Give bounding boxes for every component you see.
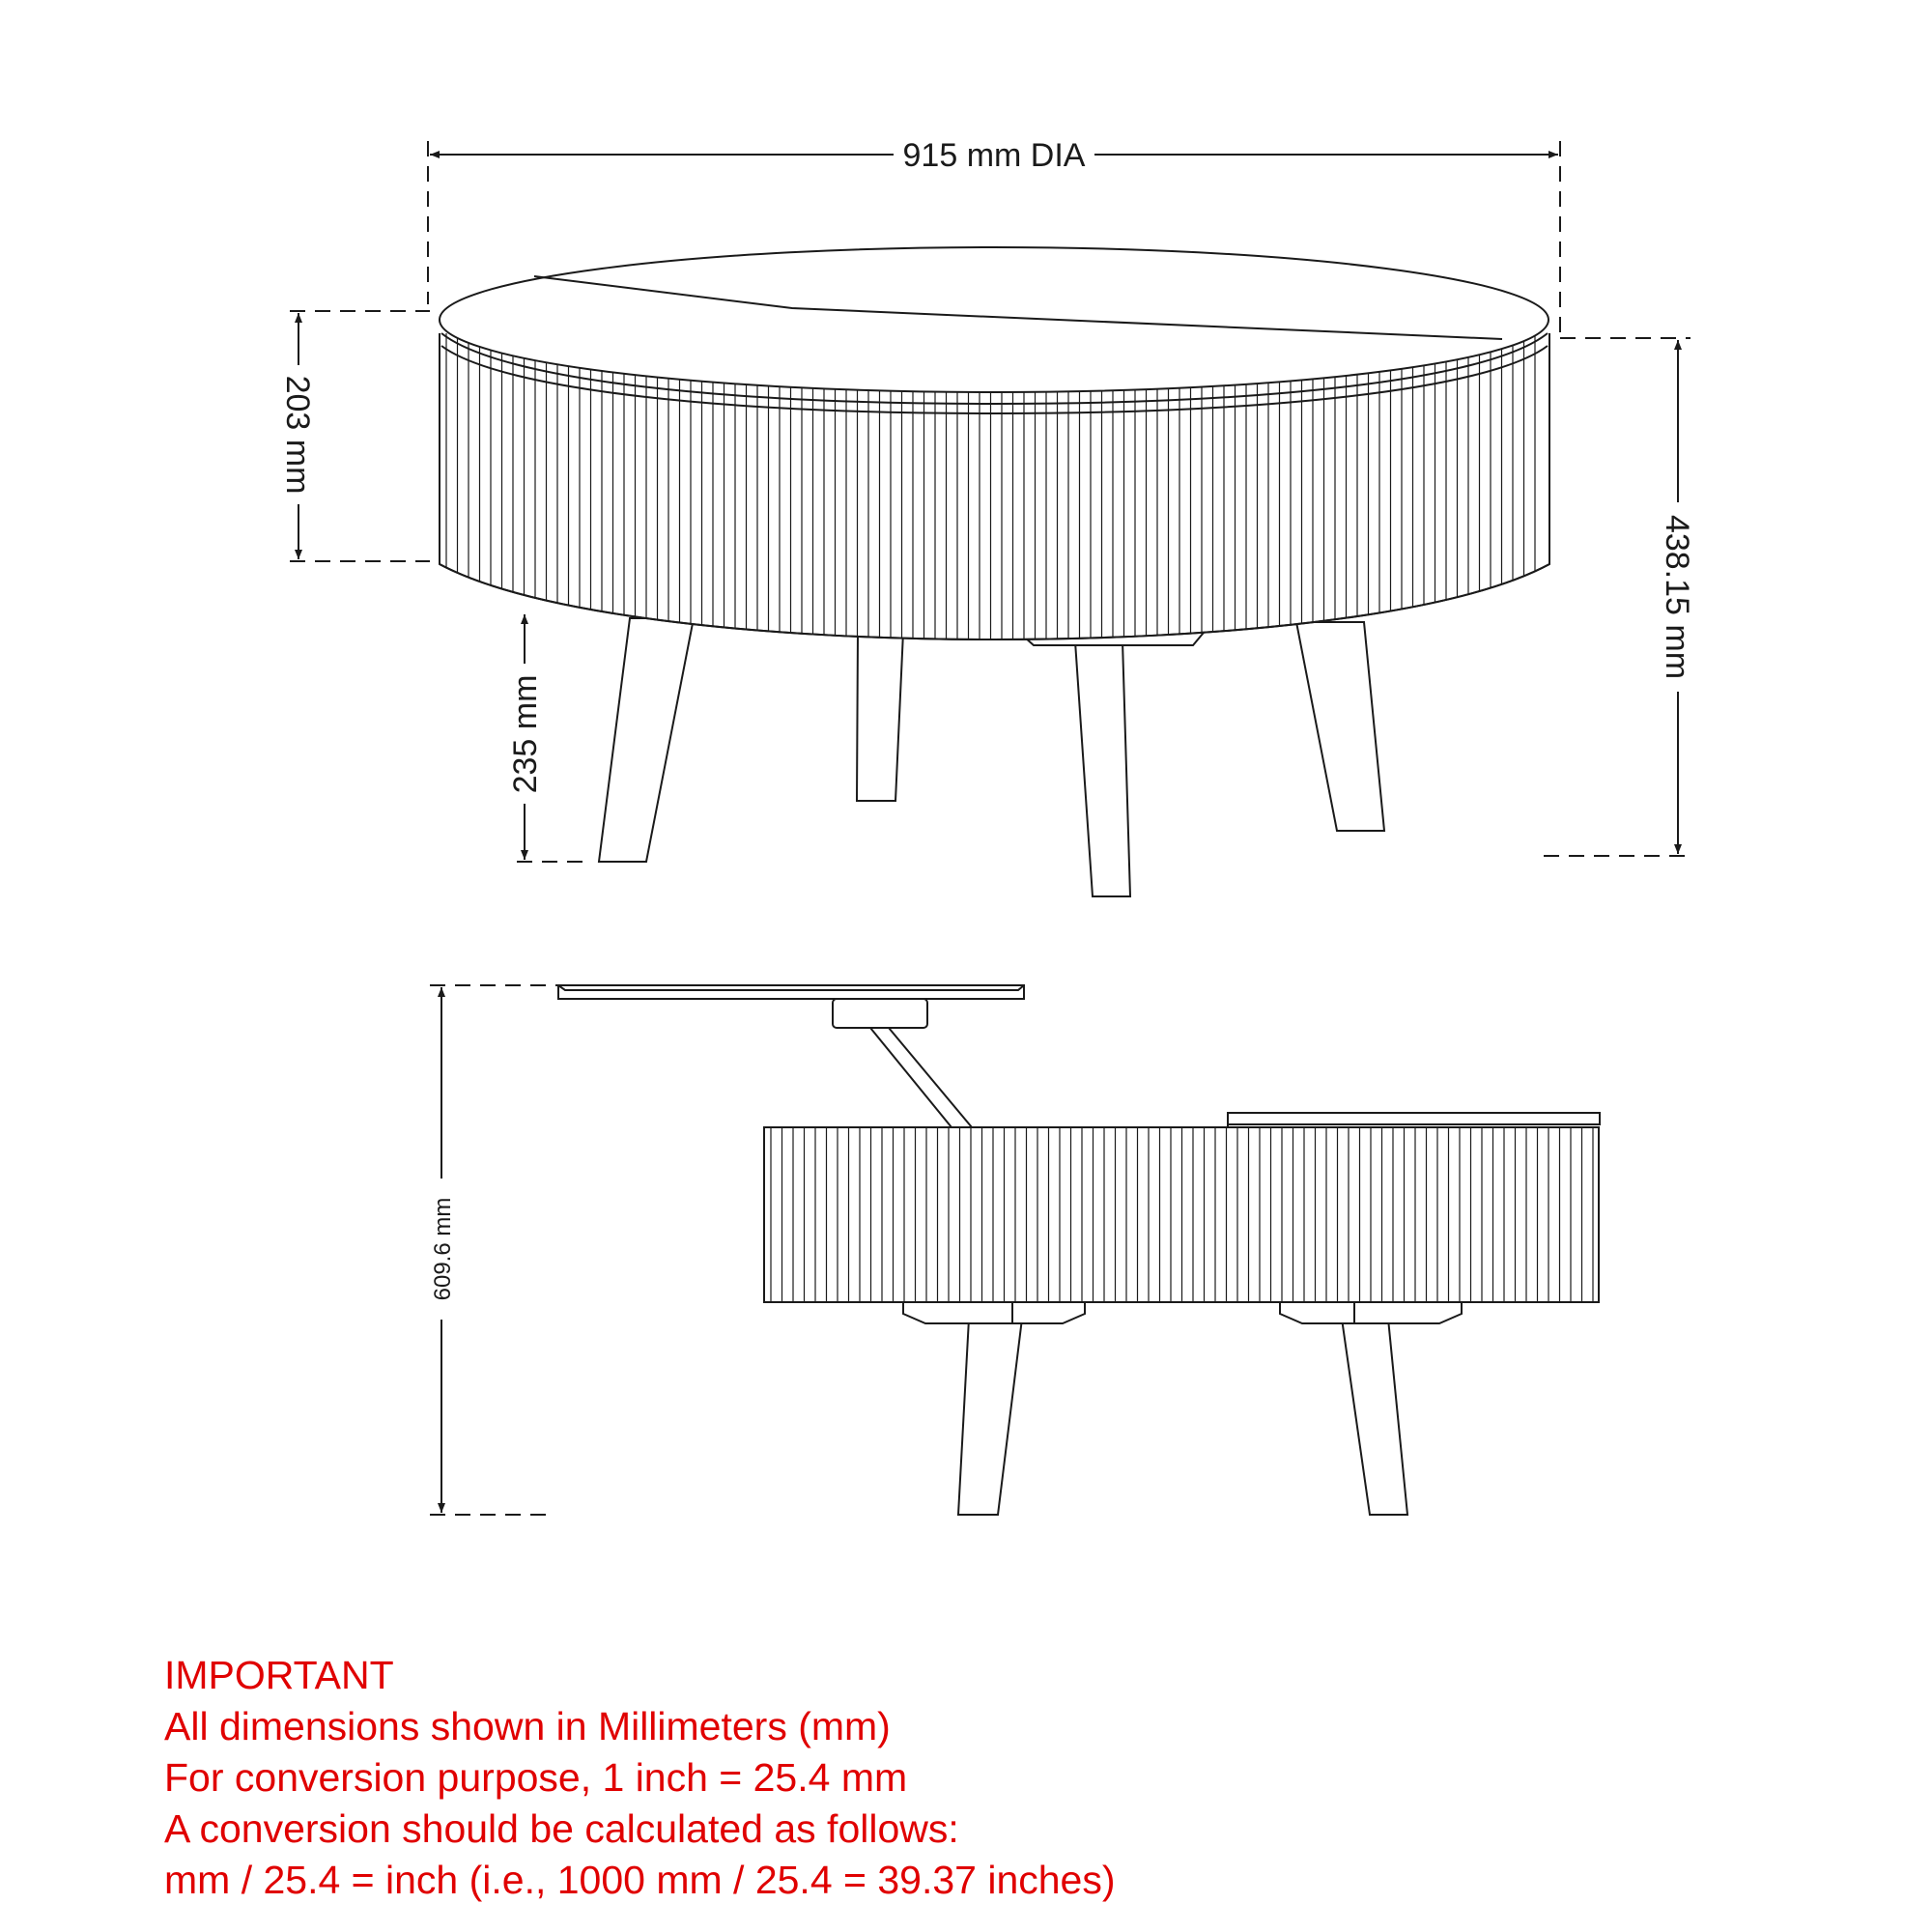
leg-side-left xyxy=(958,1319,1022,1515)
closed-table-view xyxy=(440,247,1549,896)
conversion-note xyxy=(164,1650,1116,1906)
leg-side-right xyxy=(1342,1319,1407,1515)
note-line-4: mm / 25.4 = inch (i.e., 1000 mm / 25.4 = 39.37 inches) xyxy=(164,1858,1116,1902)
lift-mechanism-block xyxy=(833,999,927,1028)
tabletop xyxy=(440,247,1548,392)
leg-back-right xyxy=(1296,622,1384,831)
fixed-top-half xyxy=(1228,1113,1600,1124)
lifted-top xyxy=(558,985,1024,999)
note-line-2: For conversion purpose, 1 inch = 25.4 mm xyxy=(164,1755,908,1800)
lifted-height-label: 609.6 mm xyxy=(430,1197,456,1301)
note-title: IMPORTANT xyxy=(164,1653,394,1697)
note-line-1: All dimensions shown in Millimeters (mm) xyxy=(164,1704,891,1748)
total-height-label: 438.15 mm xyxy=(1659,514,1695,680)
leg-mount-right xyxy=(1280,1301,1462,1323)
leg-back-left xyxy=(857,632,903,801)
top-height-label: 203 mm xyxy=(279,375,316,495)
lift-arm xyxy=(870,1028,972,1127)
leg-height-label: 235 mm xyxy=(507,674,544,794)
diameter-label: 915 mm DIA xyxy=(902,137,1086,174)
leg-mount-left xyxy=(903,1301,1085,1323)
leg-front-right xyxy=(1075,641,1130,896)
leg-front-left xyxy=(599,618,694,862)
lifted-table-view xyxy=(558,985,1600,1515)
table-legs xyxy=(599,618,1384,896)
note-line-3: A conversion should be calculated as follows: xyxy=(164,1806,959,1851)
